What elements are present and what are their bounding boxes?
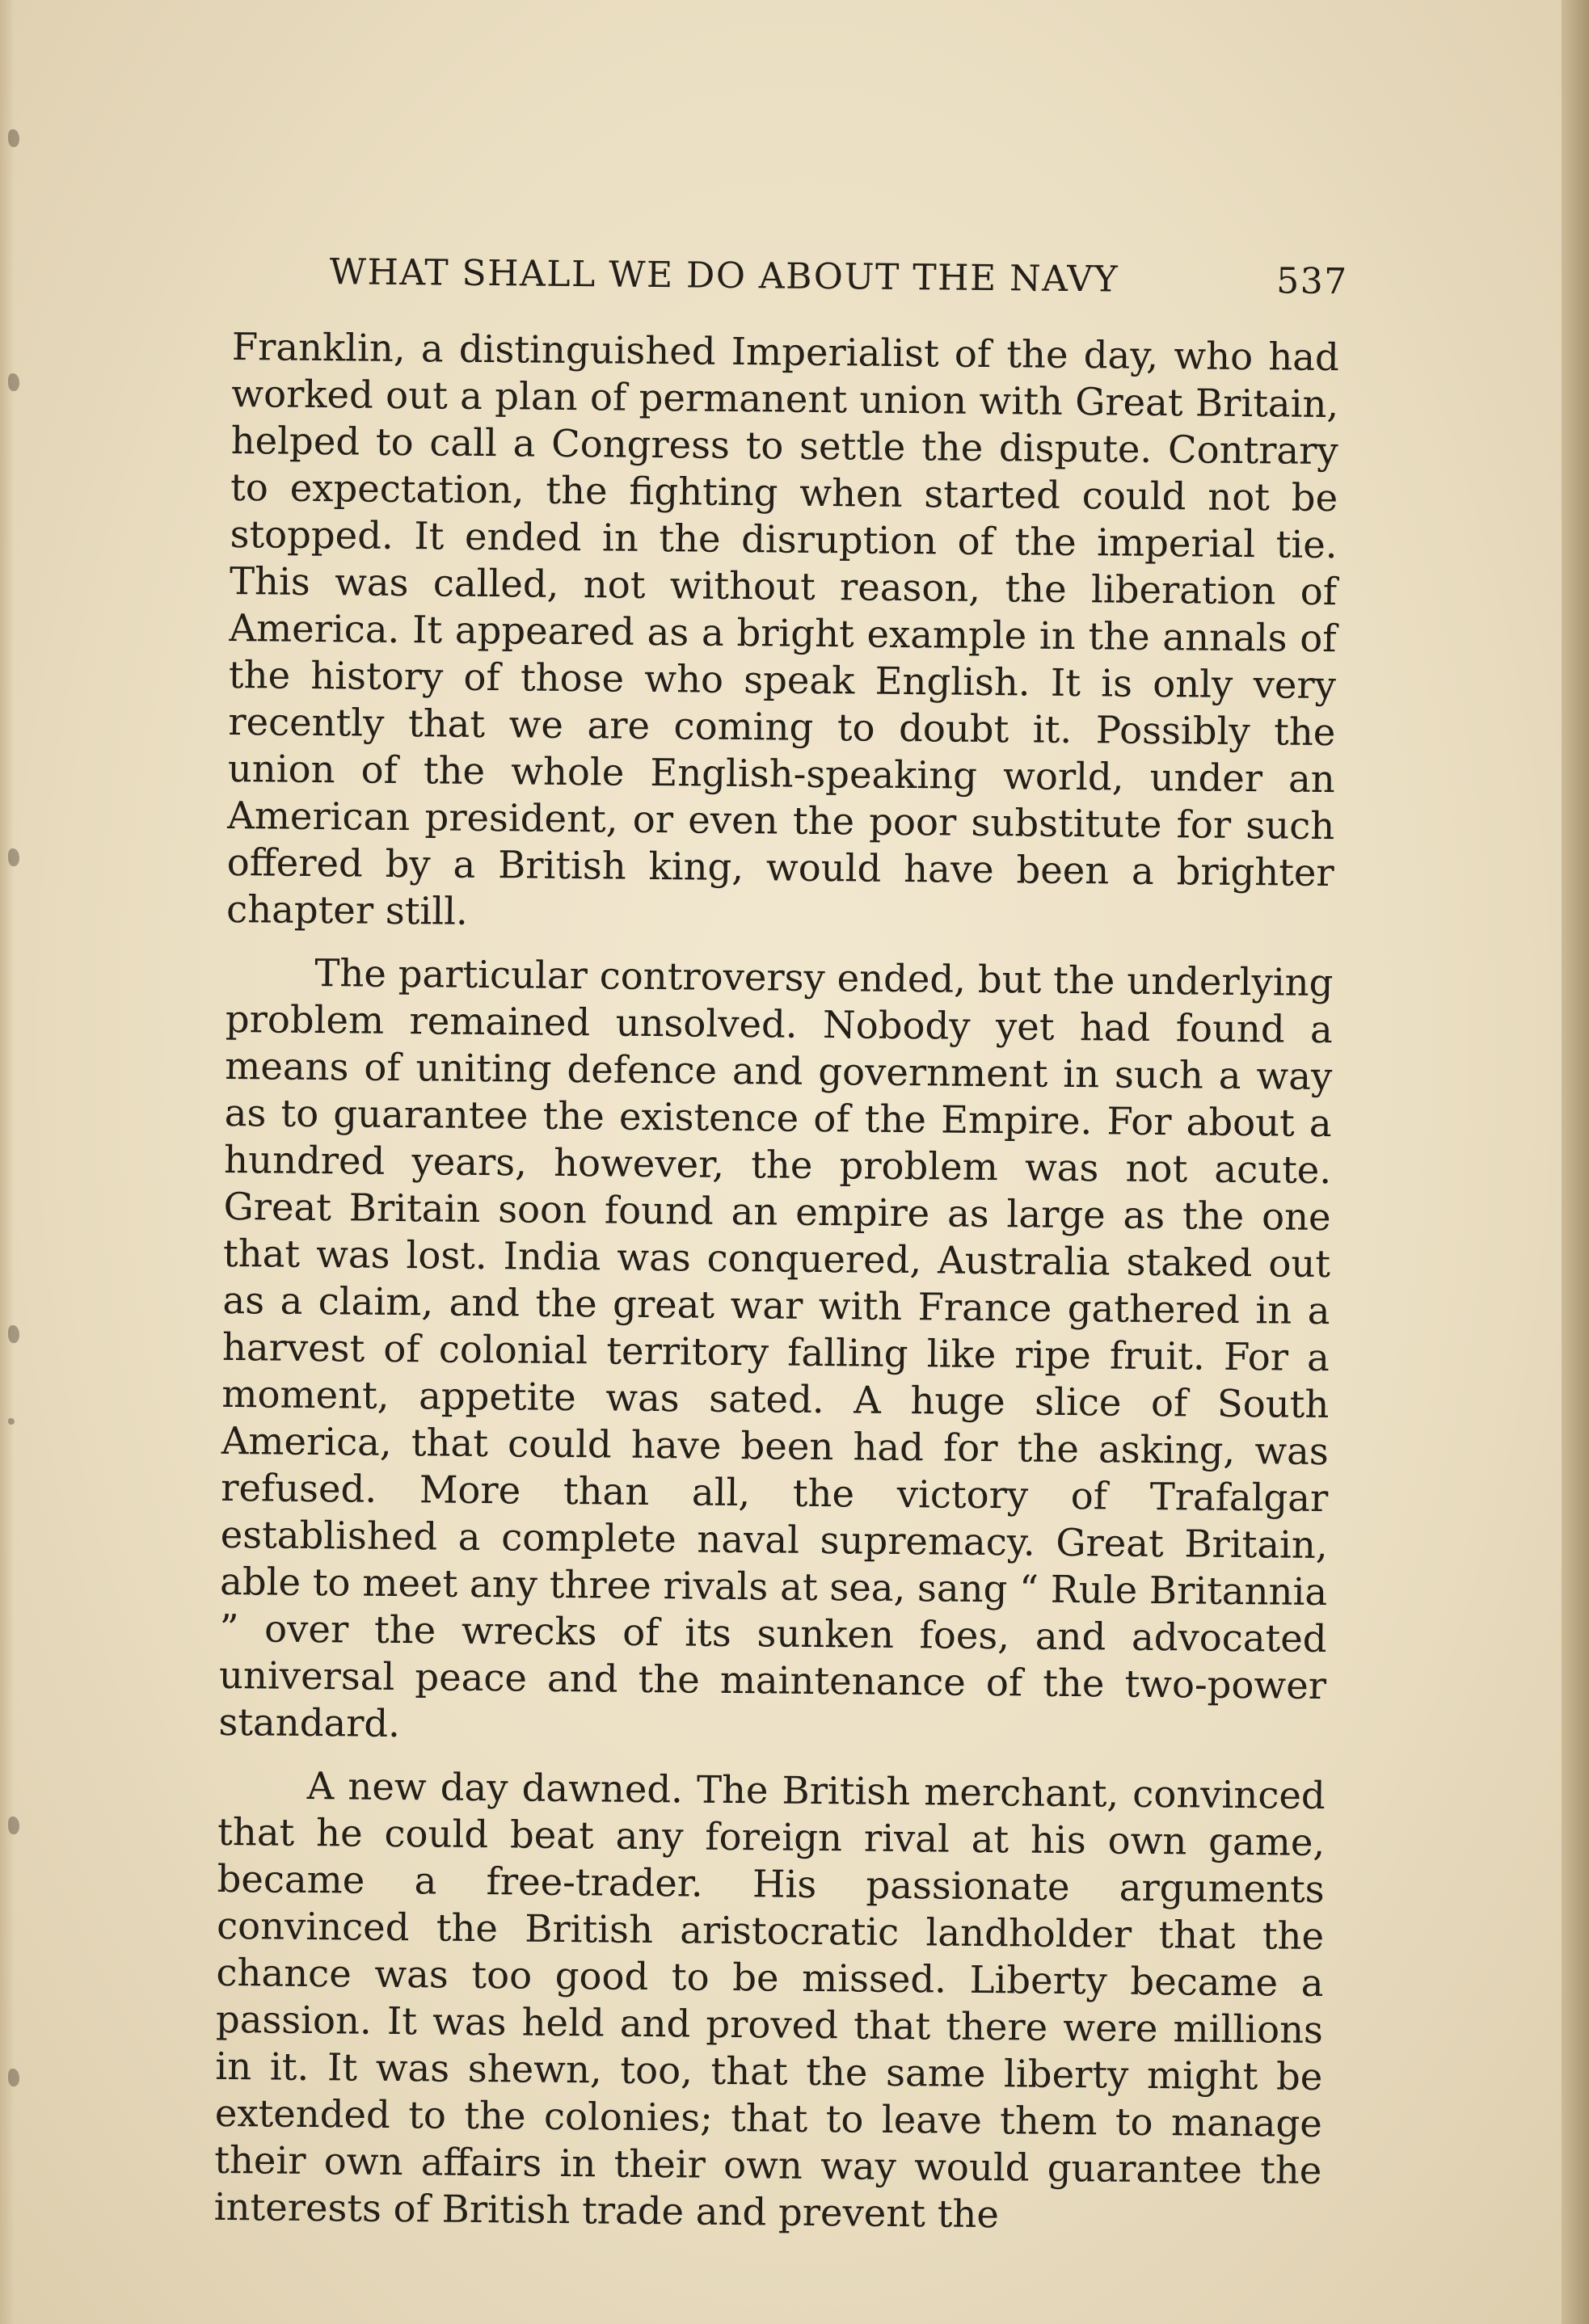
body-paragraph: The particular controversy ended, but the underlying problem remained unsolved. Nobody yet had found a means of uniting defence and government in such a way as to guarantee the existence of the Empire. For about a hundred years, however, the problem was not acute. Great Britain soon found an empire as large as the one that was lost. India was conquered, Australia staked out as a claim, and the great war with France gathered in a harvest of colonial territory falling like ripe fruit. For a moment, appetite was sated. A huge slice of South America, that could have been had for the asking, was refused. More than all, the victory of Trafalgar established a complete naval supremacy. Great Britain, able to meet any three rivals at sea, sang “ Rule Britannia ” over the wrecks of its sunken foes, and advocated universal peace and the maintenance of the two-power standard. bbox=[218, 951, 1334, 1746]
margin-mark bbox=[8, 1418, 15, 1425]
page-right-edge bbox=[1562, 0, 1589, 2324]
margin-mark bbox=[8, 848, 19, 866]
body-paragraph: Franklin, a distinguished Imperialist of the day, who had worked out a plan of permanent union with Great Britain, helped to call a Congress to settle the dispute. Contrary to expectation, the fighting when started could not be stopped. It ended in the disruption of the imperial tie. This was called, not without reason, the liberation of America. It appeared as a bright example in the annals of the history of those who speak English. It is only very recently that we are coming to doubt it. Possibly the union of the whole English-speaking world, under an American president, or even the poor substitute for such offered by a British king, would have been a brighter chapter still. bbox=[225, 324, 1340, 933]
margin-mark bbox=[8, 1325, 19, 1343]
running-head bbox=[232, 251, 1348, 334]
page-content bbox=[213, 251, 1348, 2241]
margin-mark bbox=[8, 129, 19, 147]
margin-mark bbox=[8, 1817, 19, 1834]
page-number: 537 bbox=[1275, 260, 1348, 303]
running-head-title: WHAT SHALL WE DO ABOUT THE NAVY bbox=[329, 251, 1119, 301]
margin-mark bbox=[8, 2069, 19, 2086]
body-paragraph: A new day dawned. The British merchant, convinced that he could beat any foreign rival at his own game, became a free-trader. His passionate arguments convinced the British aristocratic landholder that the chance was too good to be missed. Liberty became a passion. It was held and proved that there were millions in it. It was shewn, too, that the same liberty might be extended to the colonies; that to leave them to manage their own affairs in their own way would guarantee the interests of British trade and prevent the bbox=[213, 1763, 1326, 2237]
margin-mark bbox=[8, 373, 19, 391]
page-left-shadow bbox=[0, 0, 15, 2324]
